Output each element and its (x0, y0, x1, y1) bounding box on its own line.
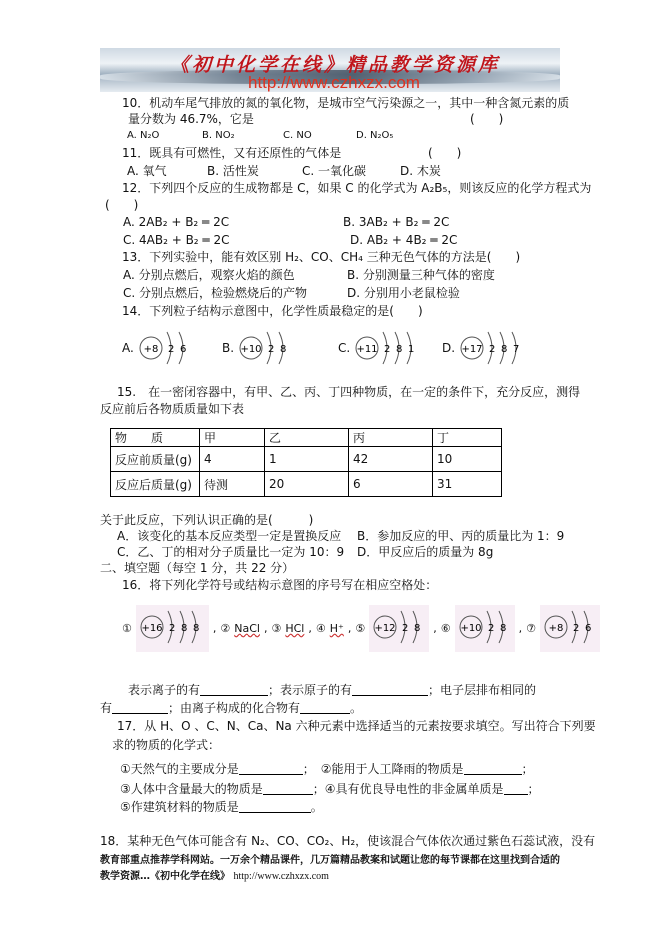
item-formula: H⁺ (329, 622, 344, 635)
electron-count: 8 (499, 623, 506, 634)
footer-link[interactable]: http://www.czhxzx.com (233, 871, 329, 882)
answer-blank[interactable] (239, 762, 303, 775)
atom-structure-diagram (237, 328, 293, 368)
q10-option: D. N₂O₅ (356, 130, 394, 141)
table-cell: 42 (349, 447, 433, 472)
atom-structure-diagram (353, 328, 422, 368)
label: ；电子层排布相同的 (428, 683, 537, 697)
electron-count: 7 (513, 344, 520, 355)
answer-blank[interactable] (239, 800, 311, 813)
banner-url[interactable]: http://www.czhxzx.com (248, 73, 420, 92)
electron-count: 8 (180, 623, 188, 634)
nucleus-charge: +16 (141, 623, 163, 634)
electron-count: 2 (268, 344, 275, 355)
q13-option: C. 分别点燃后，检验燃烧后的产物 (123, 286, 308, 300)
answer-blank[interactable] (504, 782, 528, 795)
q11-text: 11．既具有可燃性，又有还原性的气体是 (122, 146, 342, 160)
q16-blanks-line2 (100, 700, 362, 716)
atom-structure-diagram (371, 607, 427, 647)
atom-structure-diagram (457, 607, 513, 647)
answer-blank[interactable] (300, 701, 350, 714)
q16-text: 16．将下列化学符号或结构示意图的序号写在相应空格处： (122, 578, 438, 592)
label: ③人体中含量最大的物质是 (120, 782, 263, 796)
electron-count: 2 (167, 344, 175, 355)
banner-title: 《初中化学在线》精品教学资源库 (170, 54, 501, 76)
table-cell: 反应后质量(g) (111, 472, 200, 497)
footer-label: 教学资源…《初中化学在线》 (100, 871, 230, 882)
separator: , (518, 622, 523, 635)
nucleus-charge: +10 (460, 623, 482, 634)
electron-count: 6 (584, 623, 592, 634)
q17-text: 17．从 H、O 、C、N、Ca、Na 六种元素中选择适当的元素按要求填空。写出符合下列要 (117, 719, 596, 733)
option-label: A. (122, 341, 134, 355)
atom-structure-diagram (542, 607, 598, 647)
answer-blank[interactable] (464, 762, 522, 775)
item-diagram (136, 605, 209, 652)
q10-option: B. NO₂ (202, 130, 235, 141)
label: ①天然气的主要成分是 (120, 762, 239, 776)
nucleus-charge: +12 (374, 623, 396, 634)
q15-option: B．参加反应的甲、丙的质量比为 1：9 (357, 529, 565, 543)
table-cell: 甲 (200, 429, 265, 447)
label: ； (521, 762, 534, 776)
q14-text: 14．下列粒子结构示意图中，化学性质最稳定的是( ) (122, 304, 423, 318)
nucleus-charge: +17 (461, 344, 483, 355)
electron-count: 8 (280, 344, 287, 355)
option-label: D. (442, 341, 456, 355)
electron-count: 2 (168, 623, 176, 634)
item-number: ⑥ (440, 622, 451, 635)
table-cell: 10 (433, 447, 502, 472)
q10-option: C. NO (283, 130, 312, 141)
nucleus-charge: +11 (356, 344, 378, 355)
q15-option: A．该变化的基本反应类型一定是置换反应 (117, 529, 342, 543)
atom-option (338, 328, 422, 368)
nucleus-charge: +8 (548, 623, 564, 634)
section-heading: 二、填空题（每空 1 分，共 22 分） (100, 561, 295, 575)
item-formula: NaCl (234, 622, 260, 635)
nucleus-charge: +10 (240, 344, 262, 355)
table-row (111, 472, 502, 497)
table-cell: 31 (433, 472, 502, 497)
table-cell: 物 质 (111, 429, 200, 447)
label: ；由离子构成的化合物有 (168, 701, 301, 715)
q10-option: A. N₂O (127, 130, 160, 141)
atom-structure-diagram (458, 328, 527, 368)
label: 有 (100, 701, 113, 715)
table-cell: 4 (200, 447, 265, 472)
separator: , (433, 622, 437, 635)
label: ⑤作建筑材料的物质是 (120, 800, 239, 814)
electron-count: 8 (396, 344, 403, 355)
atom-option (122, 328, 193, 368)
table-cell: 反应前质量(g) (111, 447, 200, 472)
q11-option: D. 木炭 (400, 164, 441, 178)
q13-option: B. 分别测量三种气体的密度 (347, 268, 495, 282)
q12-option: D. AB₂ + 4B₂ ═ 2C (350, 233, 458, 247)
q16-item-row (122, 605, 600, 652)
label: 。 (350, 701, 363, 715)
q12-text: 12．下列四个反应的生成物都是 C，如果 C 的化学式为 A₂B₅，则该反应的化学方程式为 (122, 181, 592, 195)
q13-text: 13．下列实验中，能有效区别 H₂、CO、CH₄ 三种无色气体的方法是( ) (122, 250, 521, 264)
table-cell: 6 (349, 472, 433, 497)
q12-bracket: ( ) (105, 198, 139, 212)
electron-count: 8 (414, 623, 421, 634)
item-formula: HCl (285, 622, 305, 635)
label: ；表示原子的有 (268, 683, 353, 697)
q11-bracket: ( ) (428, 146, 462, 160)
q10-text-2: 量分数为 46.7%，它是 (128, 112, 254, 126)
q11-option: A. 氧气 (127, 164, 167, 178)
electron-count: 2 (487, 623, 494, 634)
item-diagram (540, 605, 600, 652)
q17-line (120, 781, 540, 797)
q18-text: 18．某种无色气体可能含有 N₂、CO、CO₂、H₂，使该混合气体依次通过紫色石蕊试液，没有 (100, 834, 596, 848)
footer-text: 教育部重点推荐学科网站。一万余个精品课件，几万篇精品教案和试题让您的每节课都在这里找到合适的 (100, 855, 560, 866)
table-cell: 待测 (200, 472, 265, 497)
atom-option (222, 328, 293, 368)
q15-text-2: 反应前后各物质质量如下表 (100, 402, 245, 416)
q15-option: C．乙、丁的相对分子质量比一定为 10：9 (117, 545, 345, 559)
q16-blanks-line1 (128, 682, 536, 698)
atom-structure-diagram (138, 607, 207, 647)
answer-blank[interactable] (200, 683, 268, 696)
separator: , (263, 622, 268, 635)
item-diagram (455, 605, 515, 652)
item-number: ② (220, 622, 231, 635)
q12-option: C. 4AB₂ + B₂ ═ 2C (123, 233, 230, 247)
item-number: ③ (271, 622, 282, 635)
electron-count: 1 (408, 344, 415, 355)
answer-blank[interactable] (263, 782, 313, 795)
site-banner (100, 48, 560, 92)
item-number: ④ (315, 622, 326, 635)
table-cell: 20 (265, 472, 349, 497)
electron-count: 8 (192, 623, 200, 634)
answer-blank[interactable] (352, 683, 428, 696)
label: ；④具有优良导电性的非金属单质是 (312, 782, 504, 796)
separator: , (347, 622, 352, 635)
q10-text: 10．机动车尾气排放的氮的氧化物，是城市空气污染源之一，其中一种含氮元素的质 (122, 96, 570, 110)
table-cell: 丁 (433, 429, 502, 447)
table-cell: 丙 (349, 429, 433, 447)
q17-text-2: 求的物质的化学式： (112, 738, 221, 752)
separator: , (212, 622, 217, 635)
q15-ask: 关于此反应，下列认识正确的是( ) (100, 513, 314, 527)
q12-option: A. 2AB₂ + B₂ ═ 2C (123, 215, 230, 229)
table-row (111, 429, 502, 447)
q15-option: D．甲反应后的质量为 8g (357, 545, 494, 559)
label: 表示离子的有 (128, 683, 201, 697)
item-number: ⑤ (355, 622, 366, 635)
electron-count: 2 (402, 623, 409, 634)
item-number: ① (122, 622, 132, 635)
q13-option: D. 分别用小老鼠检验 (347, 286, 460, 300)
atom-structure-diagram (137, 328, 193, 368)
label: 。 (310, 800, 323, 814)
footer-text-2 (100, 869, 329, 885)
mass-table (110, 428, 502, 497)
q11-option: C. 一氧化碳 (302, 164, 367, 178)
nucleus-charge: +8 (143, 344, 159, 355)
q17-line (120, 799, 323, 815)
option-label: B. (222, 341, 235, 355)
electron-count: 6 (179, 344, 187, 355)
q10-bracket: ( ) (470, 112, 504, 126)
table-cell: 1 (265, 447, 349, 472)
q17-line (120, 761, 534, 777)
electron-count: 2 (572, 623, 580, 634)
q13-option: A. 分别点燃后，观察火焰的颜色 (123, 268, 295, 282)
q15-text: 15. 在一密闭容器中，有甲、乙、丙、丁四种物质，在一定的条件下，充分反应，测得 (117, 385, 581, 399)
answer-blank[interactable] (112, 701, 168, 714)
q11-option: B. 活性炭 (207, 164, 259, 178)
label: ； (527, 782, 540, 796)
table-cell: 乙 (265, 429, 349, 447)
q12-option: B. 3AB₂ + B₂ ═ 2C (343, 215, 450, 229)
electron-count: 2 (384, 344, 391, 355)
separator: , (308, 622, 312, 635)
atom-option (442, 328, 527, 368)
electron-count: 2 (489, 344, 496, 355)
item-diagram (369, 605, 429, 652)
electron-count: 8 (501, 344, 508, 355)
table-row (111, 447, 502, 472)
label: ； ②能用于人工降雨的物质是 (302, 762, 464, 776)
item-number: ⑦ (526, 622, 536, 635)
option-label: C. (338, 341, 351, 355)
